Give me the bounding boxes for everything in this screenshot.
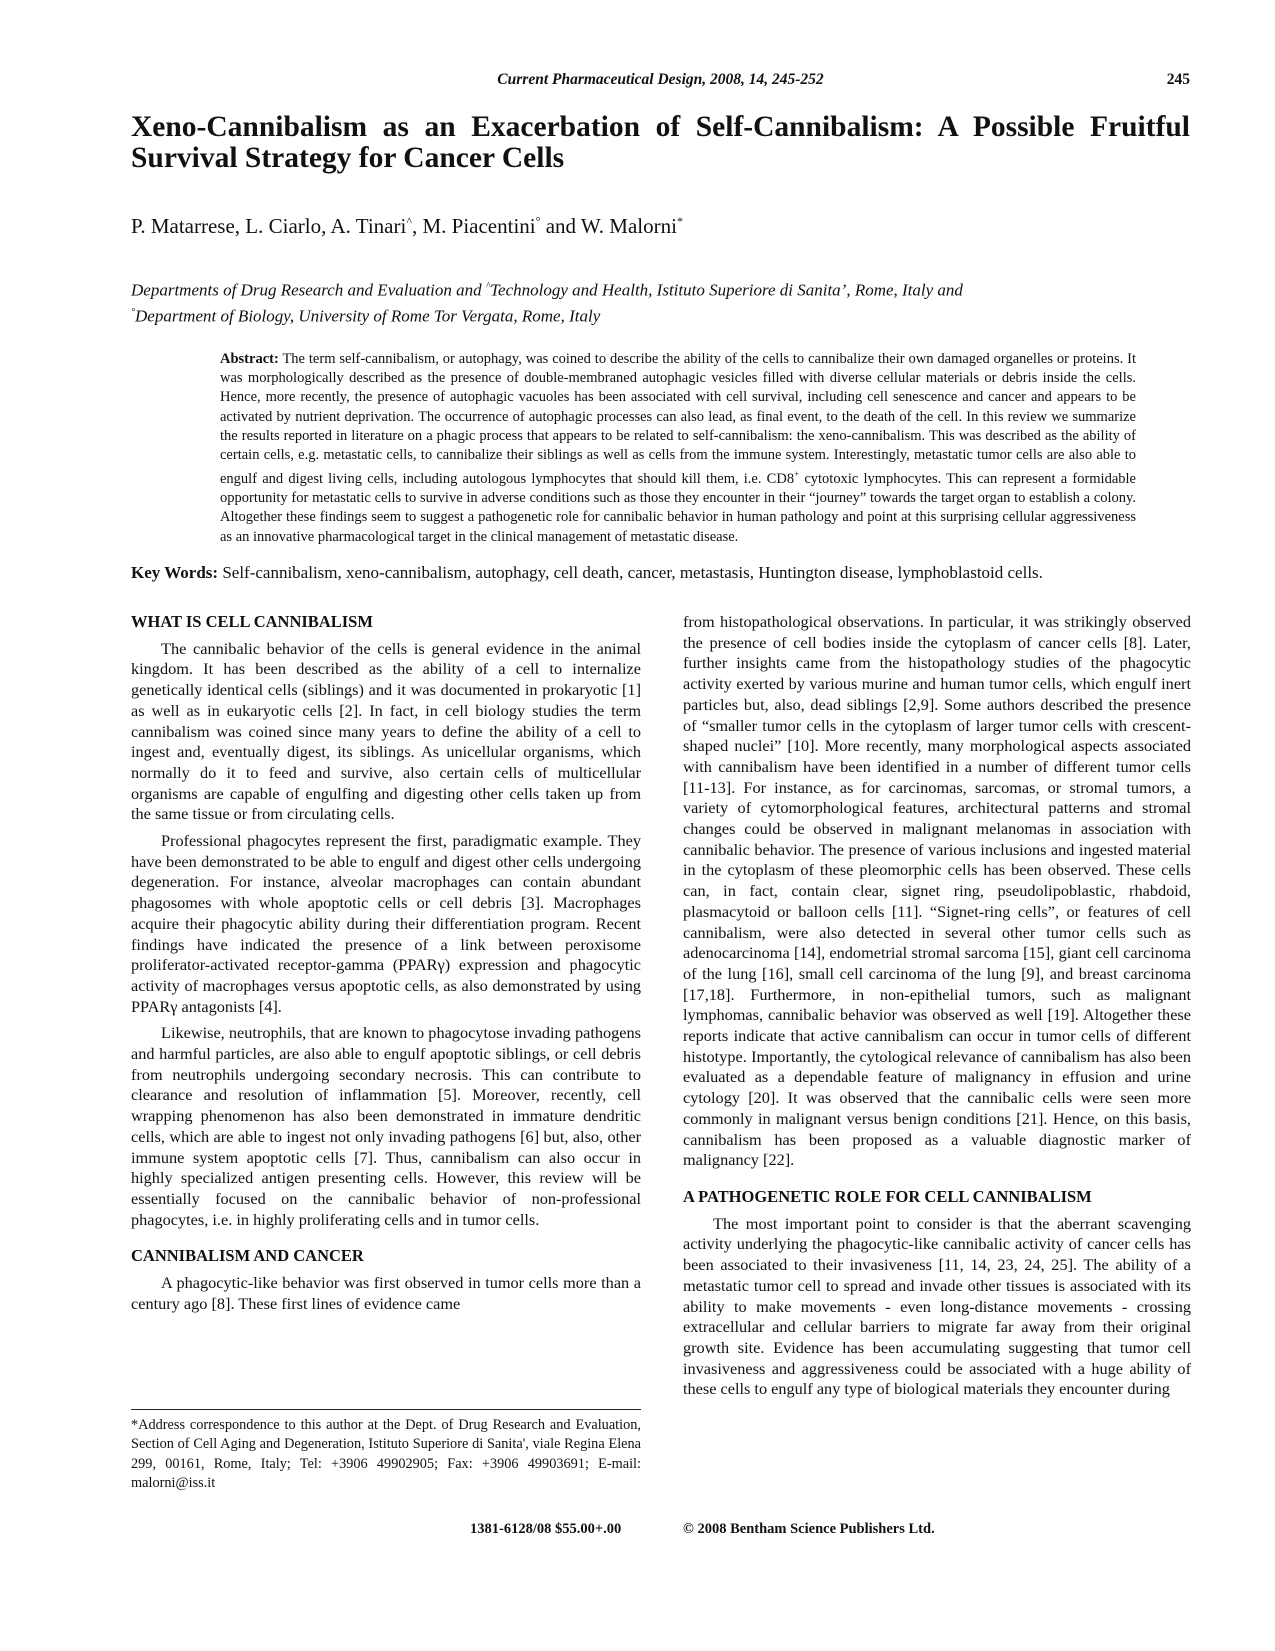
abstract bbox=[220, 350, 1136, 547]
abstract-superscript: + bbox=[794, 469, 800, 480]
journal-pages: , 245-252 bbox=[764, 71, 824, 88]
paragraph: The cannibalic behavior of the cells is general evidence in the animal kingdom. It has been described as the ability of a cell to internalize genetically identical cells (siblings) and it was documented in prokaryotic [1] as well as in eukaryotic cells [2]. In fact, in cell biology studies the term cannibalism was coined since many years to define the ability of a cell to ingest and, eventually digest, its siblings. As unicellular organisms, which normally do it to feed and survive, also certain cells of multicellular organisms are capable of engulfing and digesting other cells taken up from the same tissue or from circulating cells. bbox=[131, 638, 641, 824]
affil-mark-2: ° bbox=[535, 214, 541, 228]
paragraph: Professional phagocytes represent the first, paradigmatic example. They have been demonstrated to be able to engulf and digest other cells undergoing degeneration. For instance, alveolar macrophages can contain abundant phagosomes with whole apoptotic cells or cell debris [3]. Macrophages acquire their phagocytic ability during their differentiation program. Recent findings have indicated the presence of a link between peroxisome proliferator-activated receptor-gamma (PPARγ) expression and phagocytic activity of macrophages versus apoptotic cells, as also demonstrated by using PPARγ antagonists [4]. bbox=[131, 831, 641, 1016]
copyright: © 2008 Bentham Science Publishers Ltd. bbox=[683, 1521, 935, 1537]
issn-price: 1381-6128/08 $55.00+.00 bbox=[470, 1521, 622, 1537]
affiliation-3: Department of Biology, University of Rome Tor Vergata, Rome, Italy bbox=[135, 306, 601, 326]
journal-citation bbox=[131, 71, 1190, 89]
affil-mark-a: ^ bbox=[485, 281, 491, 292]
affiliation-2: Technology and Health, Istituto Superiore di Sanita’, Rome, Italy and bbox=[490, 280, 963, 300]
page-number: 245 bbox=[1166, 71, 1190, 88]
section-heading: A PATHOGENETIC ROLE FOR CELL CANNIBALISM bbox=[683, 1186, 1092, 1206]
article-title: Xeno-Cannibalism as an Exacerbation of Self-Cannibalism: A Possible Fruitful Survival Strategy for Cancer Cells bbox=[131, 111, 1190, 174]
affil-mark-b: ° bbox=[131, 306, 135, 318]
paragraph: The most important point to consider is that the aberrant scavenging activity underlying the phagocytic-like cannibalic activity of cancer cells has been associated to their invasiveness [11, 14, 23, 24, 25]. The ability of a metastatic tumor cell to spread and invade other tissues is associated with its ability to make movements - even long-distance movements - crossing extracellular and cellular barriers to migrate far away from their original growth site. Evidence has been accumulating suggesting that tumor cell invasiveness and aggressiveness could be associated with a huge ability of these cells to engulf any type of biological materials they encounter during bbox=[683, 1213, 1191, 1399]
correspondence-footnote: *Address correspondence to this author at the Dept. of Drug Research and Evaluation, Section of Cell Aging and Degeneration, Istituto Superiore di Sanita', viale Regina Elena 299, 00161, Rome, Italy; Tel: +3906 49902905; Fax: +3906 49903691; E-mail: malorni@iss.it bbox=[131, 1417, 641, 1491]
running-header bbox=[131, 71, 1190, 95]
journal-volume: 14 bbox=[748, 71, 765, 88]
right-column bbox=[683, 612, 1191, 1406]
author-names-2: , M. Piacentini bbox=[411, 214, 536, 238]
section-heading: CANNIBALISM AND CANCER bbox=[131, 1246, 364, 1266]
keywords-text: Self-cannibalism, xeno-cannibalism, autophagy, cell death, cancer, metastasis, Huntington disease, lymphoblastoid cells. bbox=[218, 563, 1043, 582]
paragraph: Likewise, neutrophils, that are known to phagocytose invading pathogens and harmful particles, are also able to engulf apoptotic siblings, or cell debris from neutrophils undergoing secondary necrosis. This can contribute to clearance and resolution of inflammation [5]. Moreover, recently, cell wrapping phenomenon has also been demonstrated in immature dendritic cells, which are able to ingest not only invading pathogens [6] but, also, other immune system apoptotic cells [7]. Thus, cannibalism can also occur in highly specialized antigen presenting cells. However, this review will be essentially focused on the cannibalic behavior of non-professional phagocytes, i.e. in highly proliferating cells and in tumor cells. bbox=[131, 1023, 641, 1229]
abstract-label: Abstract: bbox=[220, 351, 279, 367]
author-names-3: and W. Malorni bbox=[540, 214, 677, 238]
keywords-label: Key Words: bbox=[131, 563, 219, 582]
paragraph-continued: from histopathological observations. In particular, it was strikingly observed the presence of cell bodies inside the cytoplasm of cancer cells [8]. Later, further insights came from the histopathology studies of the phagocytic activity exerted by various murine and human tumor cells, which engulf inert particles but, also, dead siblings [2,9]. Some authors described the presence of “smaller tumor cells in the cytoplasm of larger tumor cells with crescent-shaped nuclei” [10]. More recently, many morphological aspects associated with cannibalism have been identified in a number of different tumor cells [11-13]. For instance, as for carcinomas, sarcomas, or stromal tumors, a variety of cytomorphological features, architectural patterns and stromal changes could be observed in malignant melanomas in association with cannibalic behavior. The presence of various inclusions and ingested material in the cytoplasm of these pleomorphic cells has been observed. These cells can, in fact, contain clear, signet ring, pseudolipoblastic, rhabdoid, plasmacytoid or balloon cells [11]. “Signet-ring cells”, or features of cell cannibalism, were also detected in several other tumor cells such as adenocarcinoma [14], endometrial stromal sarcoma [15], giant cell carcinoma of the lung [16], small cell carcinoma of the lung [9], and breast carcinoma [17,18]. Furthermore, in non-epithelial tumors, such as malignant lymphomas, cannibalic behavior was observed as well [19]. Altogether these reports indicate that active cannibalism can occur in tumor cells of different histotype. Importantly, the cytological relevance of cannibalism has also been evaluated as a dependable feature of malignancy in effusion and urine cytology [20]. It was observed that the cannibalic cells were seen more commonly in malignant versus benign conditions [21]. Hence, on this basis, cannibalism has been proposed as a valuable diagnostic marker of malignancy [22]. bbox=[683, 612, 1191, 1170]
author-list bbox=[131, 214, 1190, 239]
abstract-text-2: cytotoxic lymphocytes. This can represent a formidable opportunity for metastatic cells to survive in adverse conditions such as those they encounter in their “journey” towards the target organ to establish a colony. Altogether these findings seem to suggest a pathogenetic role for cannibalic behavior in human pathology and point at this surprising cellular aggressiveness as an innovative pharmacological target in the clinical management of metastatic disease. bbox=[220, 471, 1136, 545]
journal-name: Current Pharmaceutical Design, bbox=[497, 71, 707, 88]
section-heading: WHAT IS CELL CANNIBALISM bbox=[131, 612, 373, 631]
keywords bbox=[131, 563, 1190, 583]
affil-mark-1: ^ bbox=[406, 214, 412, 228]
author-names-1: P. Matarrese, L. Ciarlo, A. Tinari bbox=[131, 214, 407, 238]
abstract-text-1: The term self-cannibalism, or autophagy, was coined to describe the ability of the cells to cannibalize their own damaged organelles or proteins. It was morphologically described as the presence of double-membraned autophagic vesicles filled with diverse cellular materials or debris inside the cells. Hence, more recently, the presence of autophagic vacuoles has been associated with cell survival, including cell senescence and cancer and appears to be activated by nutrient deprivation. The occurrence of autophagic processes can also lead, as final event, to the death of the cell. In this review we summarize the results reported in literature on a phagic process that appears to be related to self-cannibalism: the xeno-cannibalism. This was described as the ability of certain cells, e.g. metastatic cells, to cannibalize their siblings as well as cells from the immune system. Interestingly, metastatic tumor cells are also able to engulf and digest living cells, including autologous lymphocytes that should kill them, i.e. CD8 bbox=[220, 351, 1136, 488]
corresponding-mark: * bbox=[676, 214, 683, 228]
footnote-divider bbox=[131, 1409, 641, 1410]
affiliation-1: Departments of Drug Research and Evaluation and bbox=[131, 280, 486, 300]
left-column bbox=[131, 612, 641, 1321]
paragraph: A phagocytic-like behavior was first observed in tumor cells more than a century ago [8]. These first lines of evidence came bbox=[131, 1273, 641, 1313]
journal-year: 2008, bbox=[706, 71, 749, 88]
affiliations bbox=[131, 276, 1136, 327]
